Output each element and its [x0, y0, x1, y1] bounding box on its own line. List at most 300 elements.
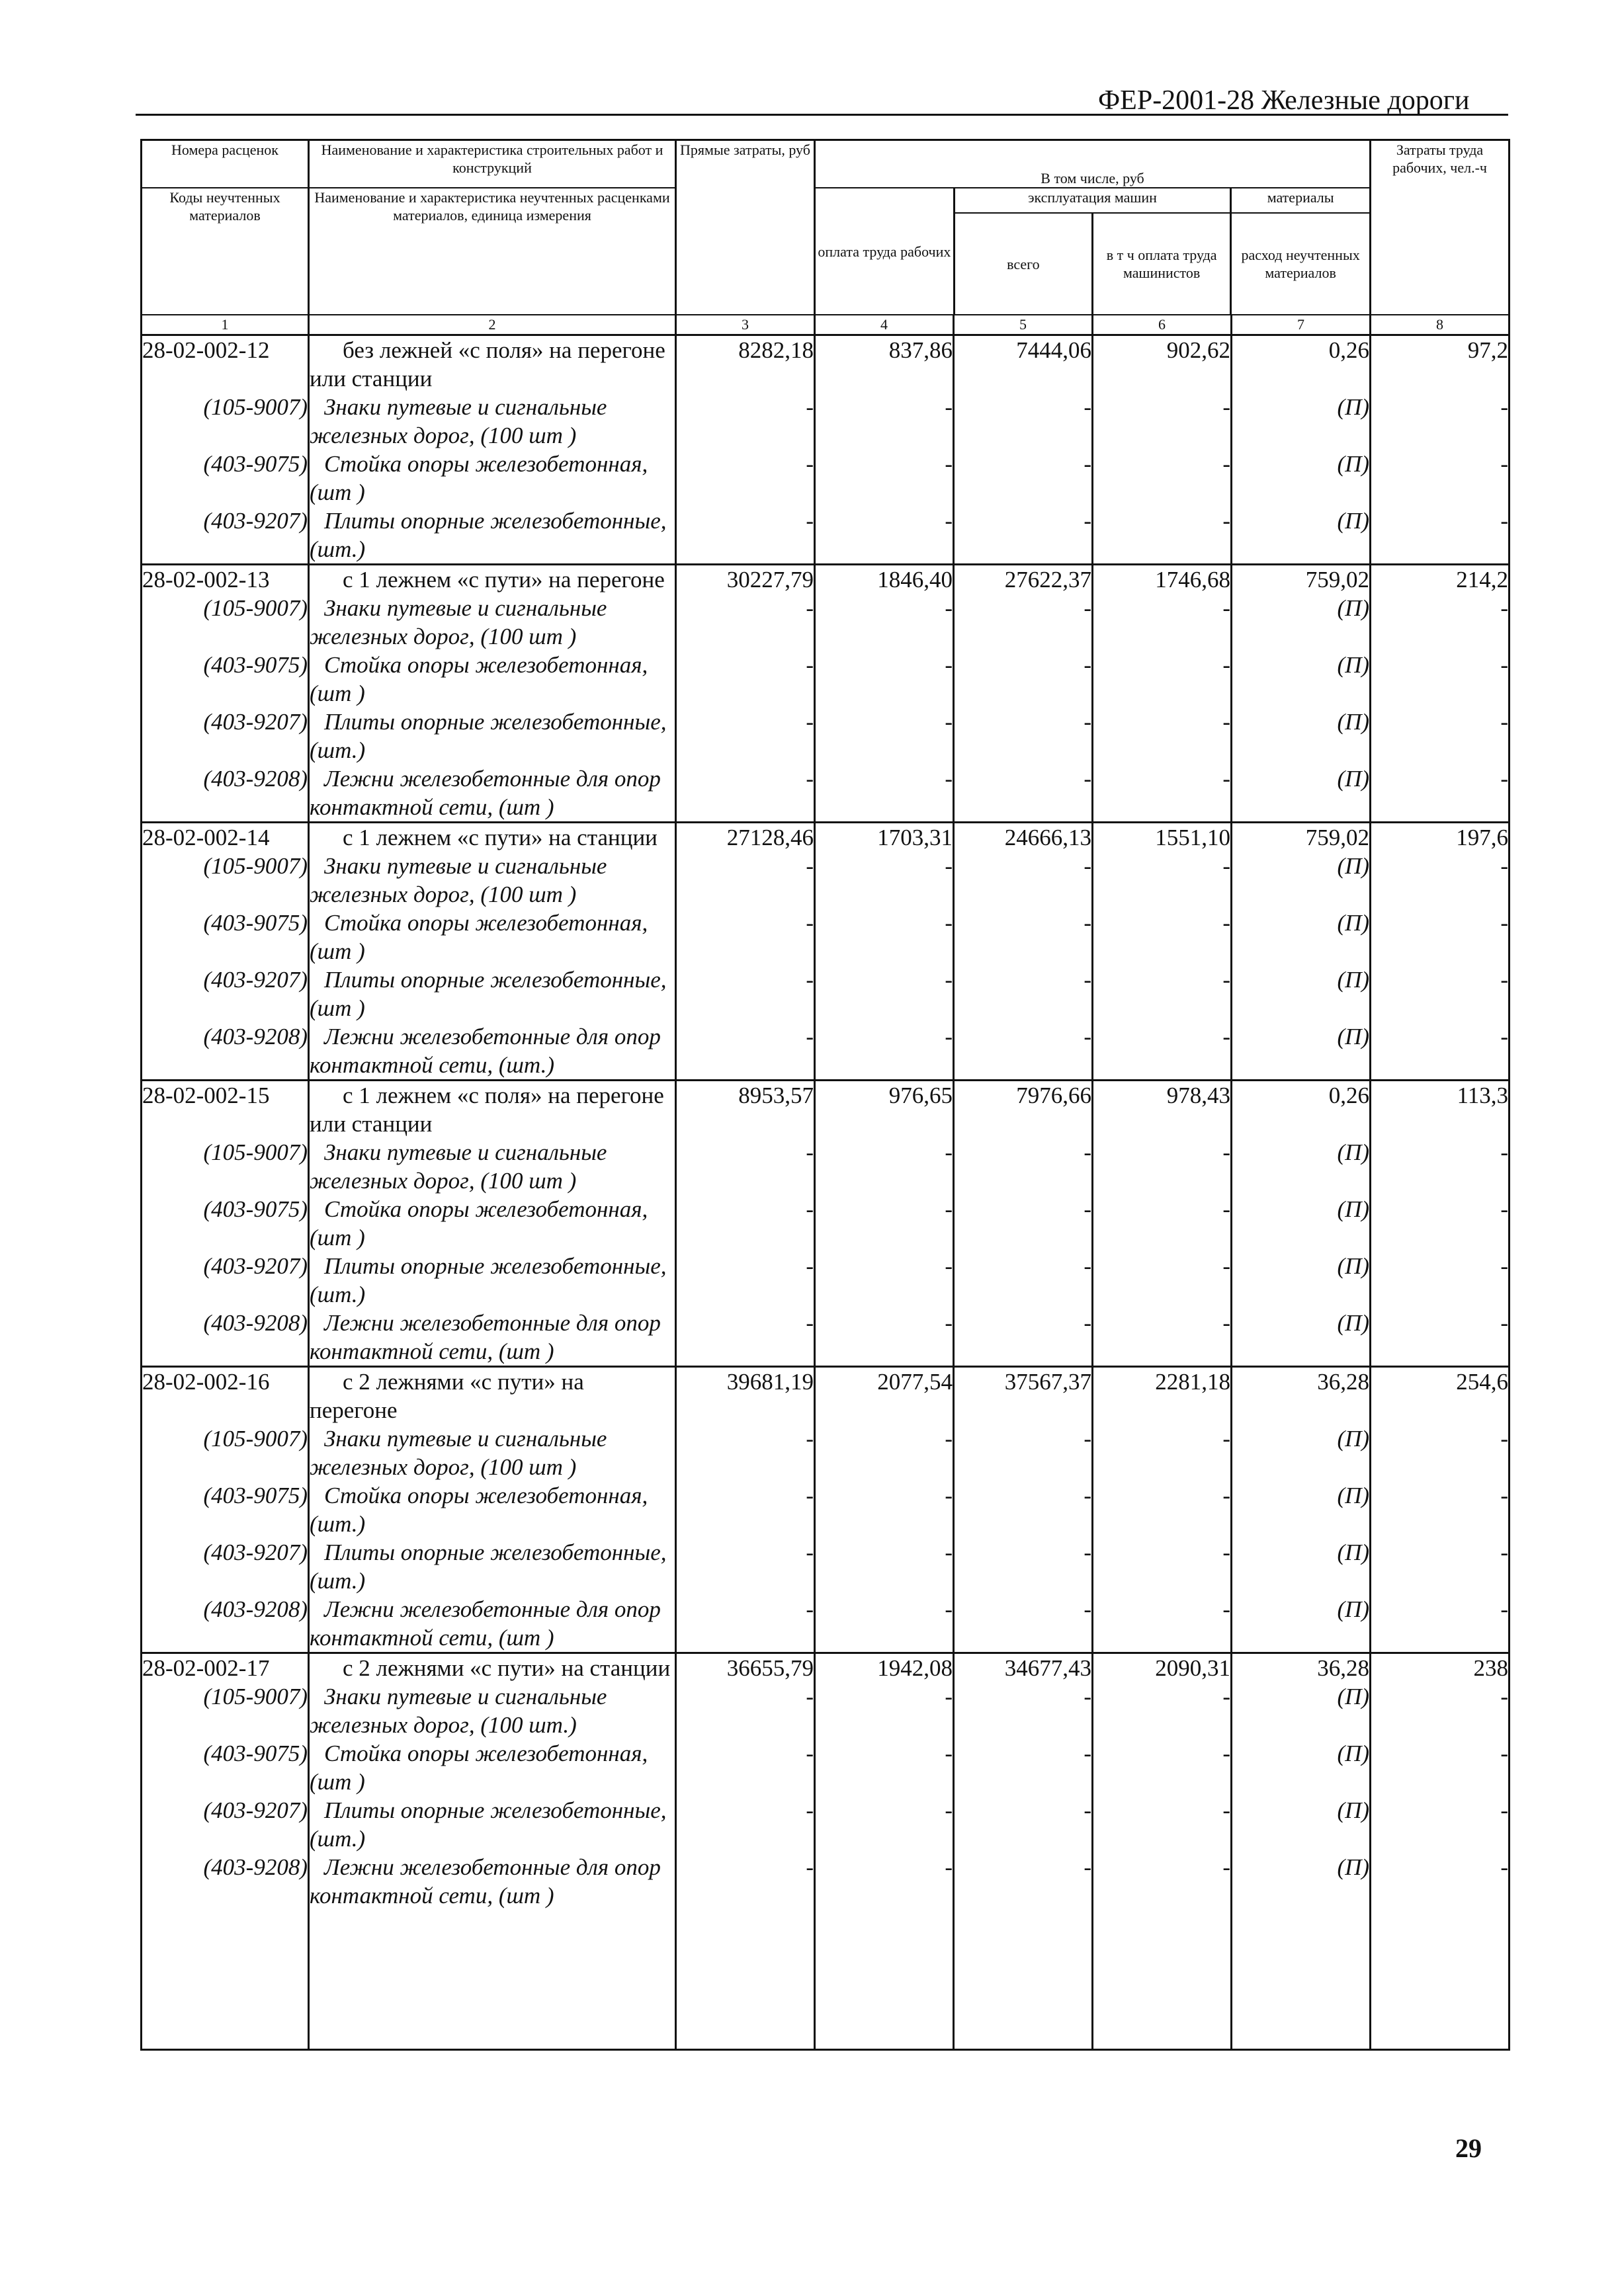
material-name [309, 1682, 676, 1739]
material-c6: - [1093, 1682, 1232, 1739]
header-direct-costs: Прямые затраты, руб [676, 140, 815, 315]
material-name [309, 1138, 676, 1195]
header-rate-numbers: Номера расценок [142, 140, 309, 188]
rate-row [142, 823, 1510, 852]
material-c6: - [1093, 909, 1232, 965]
material-name-text: Знаки путевые и сигнальные железных дорог, (100 шт ) [310, 1426, 607, 1480]
material-c6: - [1093, 708, 1232, 764]
material-c7: (П) [1232, 450, 1371, 507]
material-c8: - [1371, 1424, 1510, 1481]
material-name-text: Плиты опорные железобетонные, (шт.) [310, 709, 667, 763]
material-c3: - [676, 909, 815, 965]
material-c7: (П) [1232, 1796, 1371, 1853]
material-name [309, 450, 676, 507]
material-c3: - [676, 1138, 815, 1195]
material-c3: - [676, 1252, 815, 1309]
material-c4: - [815, 1195, 954, 1252]
material-c8: - [1371, 1481, 1510, 1538]
material-row [142, 909, 1510, 965]
material-name [309, 1252, 676, 1309]
header-machine-total: всего [954, 213, 1092, 314]
value-wages: 2077,54 [815, 1367, 954, 1425]
material-code: (403-9208) [142, 1853, 309, 1910]
material-c8: - [1371, 450, 1510, 507]
value-wages: 837,86 [815, 335, 954, 393]
material-c7: (П) [1232, 708, 1371, 764]
material-name-text: Лежни железобетонные для опор контактной сети, (шт ) [310, 766, 661, 820]
material-code: (403-9207) [142, 1252, 309, 1309]
material-row [142, 1138, 1510, 1195]
value-wages: 1846,40 [815, 565, 954, 594]
material-c4: - [815, 1682, 954, 1739]
material-row [142, 393, 1510, 450]
material-c7: (П) [1232, 909, 1371, 965]
material-c7: (П) [1232, 965, 1371, 1022]
material-c5: - [954, 708, 1093, 764]
rates-table [140, 139, 1510, 2051]
material-code: (105-9007) [142, 594, 309, 651]
material-row [142, 1022, 1510, 1081]
material-name-text: Знаки путевые и сигнальные железных дорог, (100 шт ) [310, 853, 607, 907]
header-subtable [816, 188, 1369, 314]
material-c4: - [815, 1252, 954, 1309]
material-code: (403-9075) [142, 1195, 309, 1252]
rate-code: 28-02-002-15 [142, 1081, 309, 1139]
material-name [309, 1538, 676, 1595]
material-name [309, 1309, 676, 1367]
material-c6: - [1093, 594, 1232, 651]
header-worker-pay: оплата труда рабочих [816, 188, 954, 314]
material-c8: - [1371, 594, 1510, 651]
material-c4: - [815, 1309, 954, 1367]
material-row [142, 594, 1510, 651]
material-c5: - [954, 1309, 1093, 1367]
value-machines: 7976,66 [954, 1081, 1093, 1139]
material-c4: - [815, 507, 954, 565]
material-name [309, 708, 676, 764]
column-number: 4 [815, 315, 954, 335]
value-machinist: 902,62 [1093, 335, 1232, 393]
material-row [142, 1853, 1510, 1910]
header-row-2 [142, 188, 1510, 315]
material-code: (105-9007) [142, 1682, 309, 1739]
material-c8: - [1371, 393, 1510, 450]
material-c4: - [815, 1022, 954, 1081]
value-direct: 27128,46 [676, 823, 815, 852]
material-c6: - [1093, 1595, 1232, 1653]
material-c8: - [1371, 1796, 1510, 1853]
material-name-text: Знаки путевые и сигнальные железных дорог, (100 шт ) [310, 1139, 607, 1194]
material-c3: - [676, 852, 815, 909]
rate-name-text: с 2 лежнями «с пути» на перегоне [310, 1369, 584, 1423]
value-materials: 0,26 [1232, 335, 1371, 393]
material-code: (403-9207) [142, 708, 309, 764]
material-c5: - [954, 965, 1093, 1022]
header-materials-unaccounted: расход неучтенных материалов [1241, 247, 1360, 281]
material-c3: - [676, 507, 815, 565]
material-c6: - [1093, 1309, 1232, 1367]
value-machines: 34677,43 [954, 1653, 1093, 1683]
header-material-name: Наименование и характеристика неучтенных расценками материалов, единица измерения [309, 188, 676, 315]
rate-code: 28-02-002-16 [142, 1367, 309, 1425]
material-name [309, 393, 676, 450]
material-c5: - [954, 1796, 1093, 1853]
material-c7: (П) [1232, 1682, 1371, 1739]
material-c3: - [676, 1481, 815, 1538]
rate-row [142, 335, 1510, 393]
material-name [309, 1739, 676, 1796]
material-c8: - [1371, 1853, 1510, 1910]
material-row [142, 1595, 1510, 1653]
material-c8: - [1371, 852, 1510, 909]
material-c6: - [1093, 1796, 1232, 1853]
material-name [309, 764, 676, 823]
rate-row [142, 1081, 1510, 1139]
material-c4: - [815, 594, 954, 651]
column-number: 5 [954, 315, 1093, 335]
material-name-text: Лежни железобетонные для опор контактной сети, (шт ) [310, 1310, 661, 1364]
material-name [309, 594, 676, 651]
material-c7: (П) [1232, 393, 1371, 450]
material-c6: - [1093, 1138, 1232, 1195]
material-name-text: Лежни железобетонные для опор контактной сети, (шт ) [310, 1596, 661, 1651]
material-c4: - [815, 450, 954, 507]
material-c6: - [1093, 450, 1232, 507]
value-labor: 113,3 [1371, 1081, 1510, 1139]
material-c4: - [815, 965, 954, 1022]
rate-code: 28-02-002-14 [142, 823, 309, 852]
material-name-text: Плиты опорные железобетонные, (шт.) [310, 508, 667, 562]
material-name [309, 1022, 676, 1081]
filler-cell [1232, 1910, 1371, 2050]
material-c3: - [676, 450, 815, 507]
material-code: (403-9207) [142, 965, 309, 1022]
material-c8: - [1371, 507, 1510, 565]
material-code: (403-9075) [142, 450, 309, 507]
value-machinist: 2090,31 [1093, 1653, 1232, 1683]
material-c4: - [815, 1796, 954, 1853]
filler-cell [142, 1910, 309, 2050]
material-c6: - [1093, 1481, 1232, 1538]
rate-name-text: без лежней «с поля» на перегоне или станции [310, 337, 665, 391]
rate-name [309, 823, 676, 852]
material-c5: - [954, 764, 1093, 823]
material-c8: - [1371, 1595, 1510, 1653]
material-c3: - [676, 1424, 815, 1481]
filler-cell [954, 1910, 1093, 2050]
material-c7: (П) [1232, 1424, 1371, 1481]
page-number: 29 [1455, 2133, 1482, 2163]
filler-cell [1093, 1910, 1232, 2050]
material-c5: - [954, 393, 1093, 450]
header-subgroup [815, 188, 1371, 315]
material-c4: - [815, 651, 954, 708]
material-name-text: Плиты опорные железобетонные, (шт.) [310, 1797, 667, 1852]
material-name-text: Стойка опоры железобетонная, (шт ) [310, 910, 648, 964]
rate-name-text: с 2 лежнями «с пути» на станции [343, 1655, 671, 1681]
rate-name [309, 335, 676, 393]
material-row [142, 965, 1510, 1022]
material-row [142, 507, 1510, 565]
header-machine-ops: эксплуатация машин [954, 188, 1231, 213]
material-c7: (П) [1232, 1252, 1371, 1309]
material-c6: - [1093, 1252, 1232, 1309]
material-c5: - [954, 1138, 1093, 1195]
material-c7: (П) [1232, 1022, 1371, 1081]
material-name-text: Плиты опорные железобетонные, (шт.) [310, 1539, 667, 1594]
header-machinist-pay: в т ч оплата труда машинистов [1093, 213, 1231, 314]
material-c6: - [1093, 393, 1232, 450]
material-code: (105-9007) [142, 852, 309, 909]
material-name-text: Стойка опоры железобетонная, (шт ) [310, 451, 648, 505]
material-c7: (П) [1232, 852, 1371, 909]
material-c8: - [1371, 708, 1510, 764]
value-wages: 1703,31 [815, 823, 954, 852]
material-c6: - [1093, 1538, 1232, 1595]
material-c7: (П) [1232, 594, 1371, 651]
material-c3: - [676, 1853, 815, 1910]
value-direct: 36655,79 [676, 1653, 815, 1683]
material-name-text: Стойка опоры железобетонная, (шт ) [310, 1196, 648, 1250]
material-c3: - [676, 764, 815, 823]
material-c4: - [815, 1739, 954, 1796]
material-code: (403-9207) [142, 507, 309, 565]
value-machinist: 978,43 [1093, 1081, 1232, 1139]
material-name [309, 507, 676, 565]
value-labor: 214,2 [1371, 565, 1510, 594]
material-row [142, 852, 1510, 909]
material-c4: - [815, 1138, 954, 1195]
value-machines: 27622,37 [954, 565, 1093, 594]
material-c8: - [1371, 1195, 1510, 1252]
header-codes: Коды неучтенных материалов [142, 188, 309, 315]
material-c4: - [815, 1853, 954, 1910]
material-c5: - [954, 1595, 1093, 1653]
material-c6: - [1093, 764, 1232, 823]
material-c4: - [815, 764, 954, 823]
rate-name-text: с 1 лежнем «с поля» на перегоне или станции [310, 1083, 664, 1137]
material-name-text: Стойка опоры железобетонная, (шт ) [310, 1741, 648, 1795]
material-c8: - [1371, 651, 1510, 708]
material-name [309, 1424, 676, 1481]
header-labor: Затраты труда рабочих, чел.-ч [1371, 140, 1510, 315]
value-machinist: 2281,18 [1093, 1367, 1232, 1425]
value-direct: 8953,57 [676, 1081, 815, 1139]
rate-code: 28-02-002-17 [142, 1653, 309, 1683]
rate-name [309, 1081, 676, 1139]
material-c8: - [1371, 1022, 1510, 1081]
material-c3: - [676, 1022, 815, 1081]
material-c7: (П) [1232, 651, 1371, 708]
material-c3: - [676, 1682, 815, 1739]
material-c4: - [815, 1424, 954, 1481]
material-c5: - [954, 1682, 1093, 1739]
material-name [309, 1853, 676, 1910]
document-title: ФЕР-2001-28 Железные дороги [1098, 85, 1470, 116]
material-c7: (П) [1232, 1538, 1371, 1595]
header-row-1 [142, 140, 1510, 188]
material-row [142, 1682, 1510, 1739]
rate-name-text: с 1 лежнем «с пути» на перегоне [343, 567, 665, 593]
material-code: (403-9207) [142, 1538, 309, 1595]
material-name [309, 651, 676, 708]
material-c8: - [1371, 1739, 1510, 1796]
column-number: 2 [309, 315, 676, 335]
material-c3: - [676, 708, 815, 764]
value-machinist: 1551,10 [1093, 823, 1232, 852]
material-c7: (П) [1232, 1138, 1371, 1195]
material-c7: (П) [1232, 1595, 1371, 1653]
material-name-text: Знаки путевые и сигнальные железных дорог, (100 шт ) [310, 394, 607, 448]
value-wages: 976,65 [815, 1081, 954, 1139]
material-c6: - [1093, 852, 1232, 909]
material-row [142, 450, 1510, 507]
value-labor: 97,2 [1371, 335, 1510, 393]
material-code: (403-9207) [142, 1796, 309, 1853]
value-labor: 254,6 [1371, 1367, 1510, 1425]
column-number: 8 [1371, 315, 1510, 335]
material-row [142, 708, 1510, 764]
material-c4: - [815, 1538, 954, 1595]
material-c3: - [676, 594, 815, 651]
material-name-text: Знаки путевые и сигнальные железных дорог, (100 шт ) [310, 595, 607, 649]
rate-row [142, 1367, 1510, 1425]
material-name-text: Стойка опоры железобетонная, (шт ) [310, 652, 648, 706]
material-row [142, 1309, 1510, 1367]
material-code: (403-9208) [142, 1309, 309, 1367]
material-c6: - [1093, 1022, 1232, 1081]
header-work-name: Наименование и характеристика строительных работ и конструкций [309, 140, 676, 188]
filler-cell [676, 1910, 815, 2050]
material-c4: - [815, 393, 954, 450]
filler-cell [309, 1910, 676, 2050]
value-labor: 197,6 [1371, 823, 1510, 852]
material-name [309, 1796, 676, 1853]
material-row [142, 1796, 1510, 1853]
material-c6: - [1093, 1424, 1232, 1481]
value-direct: 39681,19 [676, 1367, 815, 1425]
rate-name [309, 1367, 676, 1425]
material-row [142, 1195, 1510, 1252]
material-c3: - [676, 651, 815, 708]
material-c5: - [954, 594, 1093, 651]
material-c3: - [676, 1195, 815, 1252]
material-c8: - [1371, 1682, 1510, 1739]
value-machines: 37567,37 [954, 1367, 1093, 1425]
header-materials: материалы [1231, 188, 1369, 213]
material-c8: - [1371, 965, 1510, 1022]
material-name [309, 852, 676, 909]
material-row [142, 1481, 1510, 1538]
value-direct: 8282,18 [676, 335, 815, 393]
material-code: (403-9208) [142, 1022, 309, 1081]
value-machinist: 1746,68 [1093, 565, 1232, 594]
material-name [309, 1595, 676, 1653]
material-c8: - [1371, 1309, 1510, 1367]
material-c7: (П) [1232, 507, 1371, 565]
filler-cell [1371, 1910, 1510, 2050]
material-c3: - [676, 965, 815, 1022]
material-c5: - [954, 507, 1093, 565]
material-c7: (П) [1232, 1195, 1371, 1252]
material-row [142, 1739, 1510, 1796]
rate-name [309, 1653, 676, 1683]
material-c6: - [1093, 651, 1232, 708]
value-materials: 36,28 [1232, 1653, 1371, 1683]
material-c8: - [1371, 1538, 1510, 1595]
material-c5: - [954, 1424, 1093, 1481]
material-name [309, 909, 676, 965]
material-c8: - [1371, 909, 1510, 965]
material-row [142, 651, 1510, 708]
material-code: (403-9208) [142, 1595, 309, 1653]
material-code: (403-9075) [142, 1481, 309, 1538]
material-row [142, 1538, 1510, 1595]
material-c8: - [1371, 1252, 1510, 1309]
material-c4: - [815, 1481, 954, 1538]
material-c6: - [1093, 507, 1232, 565]
value-materials: 759,02 [1232, 823, 1371, 852]
value-materials: 36,28 [1232, 1367, 1371, 1425]
material-name-text: Плиты опорные железобетонные, (шт ) [310, 967, 667, 1021]
value-machines: 24666,13 [954, 823, 1093, 852]
material-c5: - [954, 1538, 1093, 1595]
material-name-text: Лежни железобетонные для опор контактной сети, (шт ) [310, 1854, 661, 1908]
material-c5: - [954, 852, 1093, 909]
material-c6: - [1093, 965, 1232, 1022]
value-machines: 7444,06 [954, 335, 1093, 393]
material-code: (403-9208) [142, 764, 309, 823]
rate-code: 28-02-002-13 [142, 565, 309, 594]
material-c6: - [1093, 1853, 1232, 1910]
material-c8: - [1371, 1138, 1510, 1195]
material-c3: - [676, 1309, 815, 1367]
material-code: (105-9007) [142, 1424, 309, 1481]
material-c5: - [954, 1195, 1093, 1252]
column-numbers-row [142, 315, 1510, 335]
material-row [142, 764, 1510, 823]
material-c8: - [1371, 764, 1510, 823]
material-c5: - [954, 1739, 1093, 1796]
material-c7: (П) [1232, 1853, 1371, 1910]
material-c4: - [815, 909, 954, 965]
material-c7: (П) [1232, 1481, 1371, 1538]
value-labor: 238 [1371, 1653, 1510, 1683]
material-name-text: Лежни железобетонные для опор контактной сети, (шт.) [310, 1024, 661, 1078]
material-name [309, 965, 676, 1022]
material-c3: - [676, 1538, 815, 1595]
material-c7: (П) [1232, 1739, 1371, 1796]
material-row [142, 1424, 1510, 1481]
column-number: 1 [142, 315, 309, 335]
value-wages: 1942,08 [815, 1653, 954, 1683]
material-c4: - [815, 708, 954, 764]
material-c5: - [954, 1853, 1093, 1910]
material-code: (105-9007) [142, 1138, 309, 1195]
material-c3: - [676, 1595, 815, 1653]
rate-row [142, 565, 1510, 594]
material-c3: - [676, 1739, 815, 1796]
material-c5: - [954, 450, 1093, 507]
material-row [142, 1252, 1510, 1309]
material-code: (403-9075) [142, 909, 309, 965]
title-rule [136, 114, 1508, 116]
header-including: В том числе, руб [815, 140, 1371, 188]
column-number: 6 [1093, 315, 1232, 335]
material-c6: - [1093, 1195, 1232, 1252]
material-code: (403-9075) [142, 651, 309, 708]
filler-cell [815, 1910, 954, 2050]
